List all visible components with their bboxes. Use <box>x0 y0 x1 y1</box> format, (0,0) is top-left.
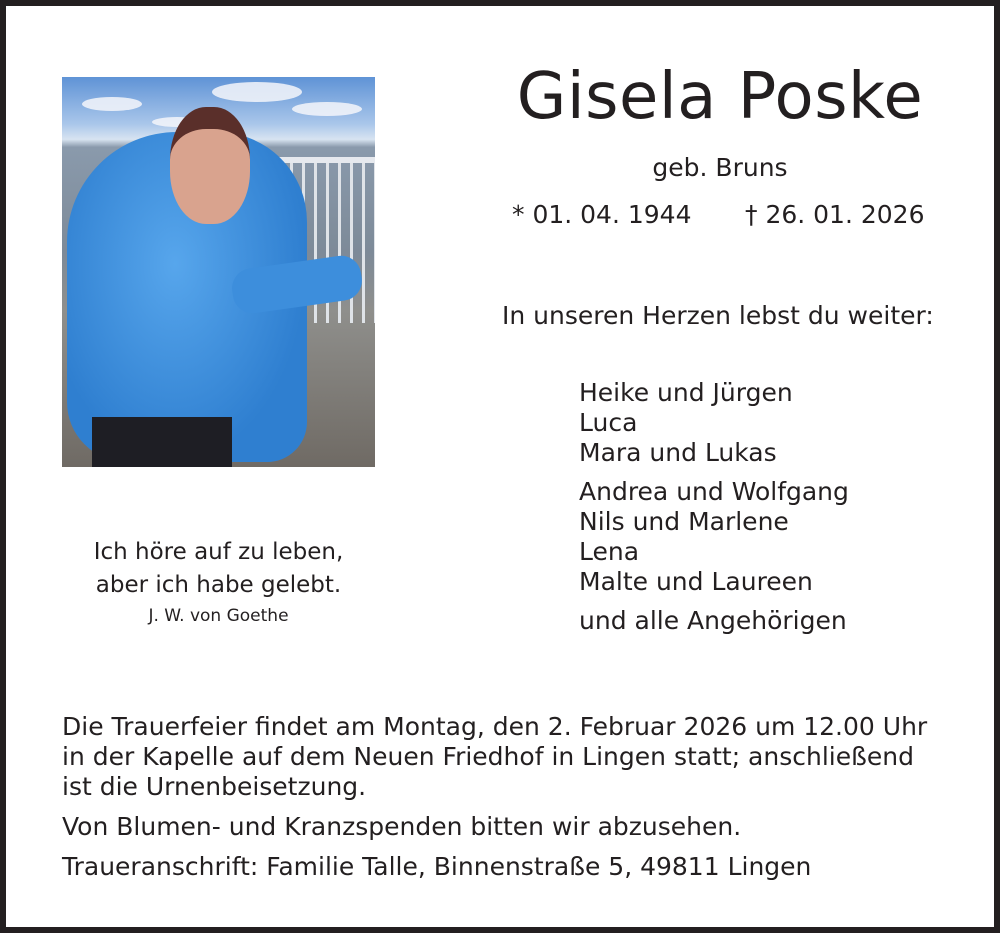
deceased-name: Gisela Poske <box>516 60 924 134</box>
mourners-closing: und alle Angehörigen <box>579 606 847 635</box>
funeral-info <box>62 712 962 882</box>
maiden-name: geb. Bruns <box>652 153 788 182</box>
quote-line: Ich höre auf zu leben, <box>93 539 344 565</box>
funeral-text: ist die Urnenbeisetzung. <box>62 772 367 801</box>
mourner: Nils und Marlene <box>579 507 789 536</box>
mourner: Andrea und Wolfgang <box>579 477 849 506</box>
funeral-text: in der Kapelle auf dem Neuen Friedhof in Lingen statt; anschließend <box>62 742 914 771</box>
mourning-address: Traueranschrift: Familie Talle, Binnenstraße 5, 49811 Lingen <box>62 852 812 881</box>
quote-author: J. W. von Goethe <box>148 606 289 626</box>
portrait-photo <box>62 77 375 467</box>
birth-date: * 01. 04. 1944 <box>512 200 692 229</box>
quote-line: aber ich habe gelebt. <box>95 572 342 598</box>
mourners-list-1 <box>579 378 793 468</box>
mourner: Luca <box>579 408 638 437</box>
mourner: Mara und Lukas <box>579 438 777 467</box>
mourner: Malte und Laureen <box>579 567 813 596</box>
flowers-note: Von Blumen- und Kranzspenden bitten wir abzusehen. <box>62 812 742 841</box>
mourners-intro: In unseren Herzen lebst du weiter: <box>502 301 934 330</box>
quote <box>62 536 375 630</box>
death-date: † 26. 01. 2026 <box>745 200 925 229</box>
mourner: Lena <box>579 537 640 566</box>
mourners-list-2 <box>579 477 849 597</box>
funeral-text: Die Trauerfeier findet am Montag, den 2. Februar 2026 um 12.00 Uhr <box>62 712 928 741</box>
mourner: Heike und Jürgen <box>579 378 793 407</box>
